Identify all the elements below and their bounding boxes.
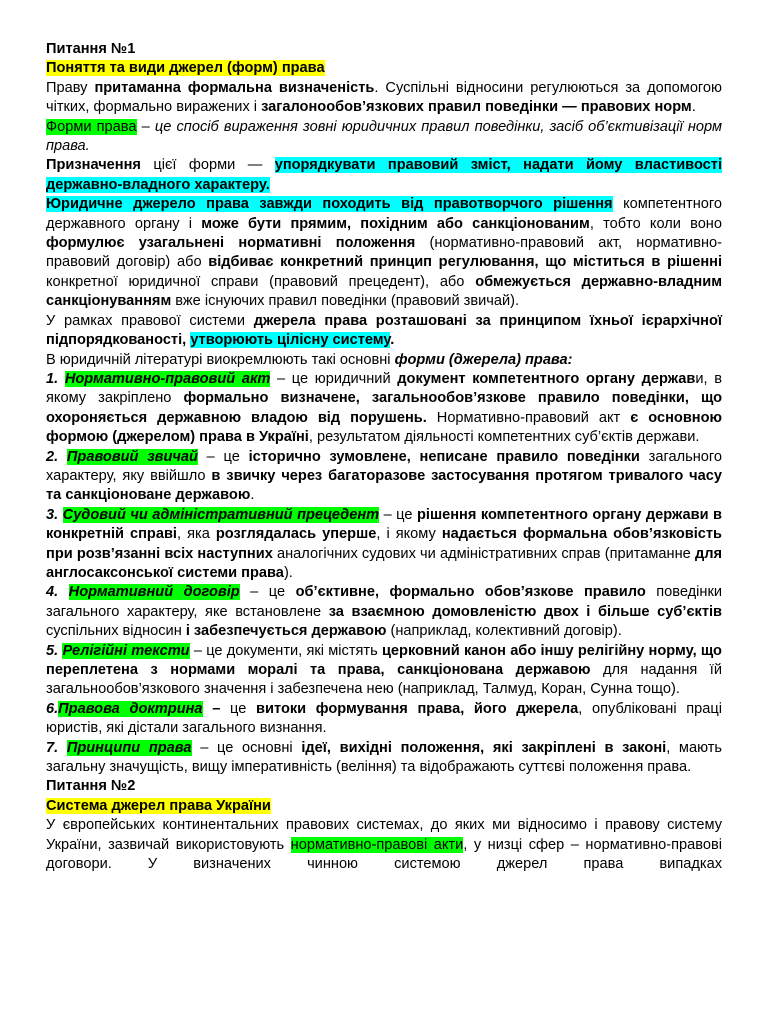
q1-title: Питання №1 [46,41,136,57]
text-run: за взаємною домовленістю двох і більше суб’єктів [328,603,722,620]
q1-list-item-4 [46,583,722,641]
text-run: Нормативний договір [68,584,240,601]
text-run: – [136,118,155,135]
text-run: для англосаксонської системи права [46,545,722,581]
text-run: У європейських континентальних правових системах, до яких ми відносимо і правову систему України, зазвичай використовують [46,817,722,853]
text-run: утворюють цілісну систему [190,332,391,349]
text-run: церковний канон або іншу релігійну норму, що переплетена з нормами моралі та права, санкціонована державою [46,642,722,678]
text-run: , і якому [376,526,442,543]
text-run: – це [379,506,417,523]
text-run: притаманна формальна визначеність [94,79,375,96]
q1-list-item-1 [46,370,722,448]
q1-list-item-3 [46,506,722,584]
text-run: нормативно-правові акти [290,836,464,853]
q2-title: Питання №2 [46,778,136,795]
text-run: 3. [46,506,63,523]
text-run: , яка [177,526,216,543]
text-run: компетентного державного органу і [46,196,722,232]
text-run: – це юридичний [270,370,398,387]
q1-paragraph-6 [46,351,722,370]
text-run: Праву [46,79,95,96]
text-run: Нормативно-правовий акт [426,409,631,426]
text-run: 2. [46,448,67,465]
text-run: В юридичній літературі виокремлюють такі основні [46,351,395,368]
text-run: джерела права розташовані за принципом їхньої ієрархічної підпорядкованості, [46,312,722,349]
q1-subtitle: Поняття та види джерел (форм) права [46,60,325,77]
text-run: . [250,487,255,504]
q1-paragraph-1 [46,79,722,118]
text-run: , тобто коли воно [589,215,722,232]
text-run: . Суспільні відносини регулюються за допомогою чітких, формально виражених і [46,79,722,116]
text-run: формально визначене, загальнообов’язкове правило поведінки, що охороняється державною владою від порушень. [46,390,722,426]
text-run: , мають загальну значущість, вищу імперативність (веління) та відображають суттєві положення права. [46,739,722,776]
text-run: вже існуючих правил поведінки (правовий звичай). [171,293,520,310]
text-run: рішення компетентного органу держави в конкретній справі [46,506,722,543]
text-run: поведінки загального характеру, яке встановлене [46,584,723,620]
text-run: . [390,332,395,349]
text-run: витоки формування права, його джерела [256,700,579,717]
text-run: , результатом діяльності компетентних суб’єктів держави. [308,429,700,446]
text-run: обмежується державно-владним санкціонуванням [46,273,722,310]
text-run: Правовий звичай [66,448,198,465]
text-run: Правова доктрина [58,700,203,717]
text-run: . [691,99,696,116]
text-run: суспільних відносин [46,623,186,640]
text-run: історично зумовлене, неписане правило поведінки [248,448,640,465]
text-run: це спосіб вираження зовні юридичних правил поведінки, засіб об’єктивізації норм права. [46,118,722,155]
q1-list-item-6 [46,700,722,739]
text-run: 1. [46,370,65,387]
text-run: надається формальна обов’язковість при розв’язанні всіх наступних [46,526,723,562]
q1-list-item-5 [46,642,722,700]
text-run: , опубліковані праці юристів, які дістали загального визнання. [46,700,723,737]
text-run: документ компетентного органу держав [397,370,696,387]
text-run: ідеї, вихідні положення, які закріплені в законі [301,739,667,756]
text-run: 7. [46,739,67,756]
text-run: – це основні [191,739,302,756]
text-run: У рамках правової системи [46,312,254,329]
text-run: – це [197,448,249,465]
text-run: , у низці сфер – нормативно-правові договори. У визначених чинною системою джерел права випадках [46,836,722,873]
text-run: загального характеру, яку ввійшло [46,448,722,484]
text-run: Судовий чи адміністративний прецедент [62,506,380,523]
text-run: це [230,700,257,717]
text-run: – це [239,584,296,601]
text-run: загалонообов’язкових правил поведінки — правових норм [261,99,692,116]
text-run: і забезпечується державою [185,623,387,640]
q1-list-item-2 [46,448,722,506]
text-run: 5. [46,642,63,659]
text-run: розглядалась уперше [215,526,377,543]
text-run: Форми права [46,118,137,135]
document-page [46,40,722,874]
text-run: для надання їй загальнообов’язкового значення і забезпечена нею (наприклад, Талмуд, Коран, Сунна тощо). [46,662,722,698]
text-run: (наприклад, колективний договір). [386,623,622,640]
text-run: Принципи права [66,739,192,756]
text-run: може бути прямим, похідним або санкціонованим [201,215,590,232]
q2-paragraph-1 [46,816,722,874]
text-run: є основною формою (джерелом) права в Україні [46,409,722,446]
text-run: 4. [46,584,69,601]
q1-paragraph-2 [46,118,722,157]
text-run: відбиває конкретний принцип регулювання, що міститься в рішенні [208,254,723,271]
text-run: и, в якому закріплено [46,370,722,407]
text-run: Релігійні тексти [62,642,190,659]
text-run: в звичку через багаторазове застосування протягом тривалого часу та санкціоноване державою [46,467,723,504]
text-run: ). [283,564,293,581]
text-run: – це документи, які містять [189,642,382,659]
text-run: форми (джерела) права: [394,351,573,368]
q1-paragraph-3 [46,156,722,195]
text-run: об’єктивне, формально обов’язкове правило [295,584,646,601]
text-run: (нормативно-правовий акт, нормативно-правовий договір) або [46,235,723,271]
text-run: упорядкувати правовий зміст, надати йому властивості державно-владного характеру. [46,157,723,193]
text-run: Нормативно-правовий акт [64,370,271,387]
q1-paragraph-5 [46,312,722,351]
text-run: формулює узагальнені нормативні положення [46,235,416,252]
text-run: конкретної юридичної справи (правовий прецедент), або [46,273,476,290]
q1-paragraph-4 [46,195,722,311]
text-run: аналогічних судових чи адміністративних справ (притаманне [272,545,695,562]
q2-subtitle: Система джерел права України [46,797,271,814]
text-run: – [202,700,231,717]
text-run: цієї форми — [140,157,275,174]
text-run: Юридичне джерело права завжди походить від правотворчого рішення [46,196,613,213]
text-run: 6. [46,700,59,717]
q1-list-item-7 [46,739,722,778]
text-run: Призначення [46,157,141,174]
